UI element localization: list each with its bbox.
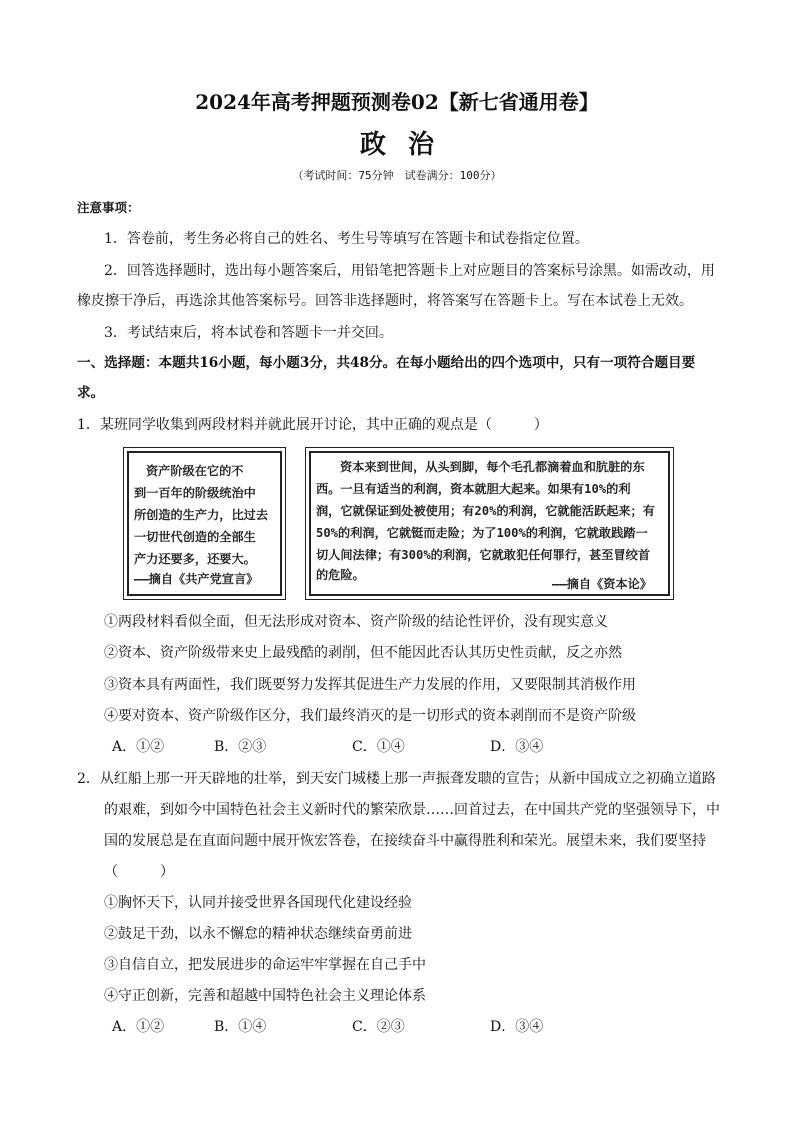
quote-box-capital [309,451,670,596]
quote-source: ——摘自《共产党宣言》 [134,572,259,586]
quote-line: 到一百年的阶级统治中 [134,486,256,500]
notice-item: 1．答卷前，考生务必将自己的姓名、考生号等填写在答题卡和试卷指定位置。 [104,231,589,247]
quote-line: 润，它就保证到处被使用；有20%的利润，它就能活跃起来；有 [316,504,655,518]
q2-option-a[interactable]: A．①② [112,1019,165,1035]
q2-statement: ②鼓足干劲，以永不懈怠的精神状态继续奋勇前进 [104,926,412,942]
q2-options [0,1017,794,1037]
notice-item: 2．回答选择题时，选出每小题答案后，用铅笔把答题卡上对应题目的答案标号涂黑。如需改动，用 [104,263,715,279]
q2-stem-cont: 的艰难，到如今中国特色社会主义新时代的繁荣欣景……回首过去，在中国共产党的坚强领导下，中 [104,802,720,818]
q2-answer-blank: （ ） [104,864,174,880]
q2-statement: ③自信自立，把发展进步的命运牢牢掌握在自己手中 [104,957,426,973]
quote-line: 产力还要多，还要大。 [134,552,256,566]
quote-line: 所创造的生产力，比过去 [134,508,269,522]
quote-line: 西。一旦有适当的利润，资本就胆大起来。如果有10%的利 [316,482,631,496]
q2-option-c[interactable]: C．②③ [352,1019,405,1035]
section-heading: 一、选择题：本题共16小题，每小题3分，共48分。在每小题给出的四个选项中，只有一项符合题目要 [77,355,696,371]
q2-statement: ①胸怀天下，认同并接受世界各国现代化建设经验 [104,895,412,911]
q2-statement: ④守正创新，完善和超越中国特色社会主义理论体系 [104,988,426,1004]
quote-source: ——摘自《资本论》 [552,577,652,591]
quote-line: 一切世代创造的全部生 [134,530,256,544]
quote-line: 50%的利润，它就铤而走险；为了100%的利润，它就敢践踏一 [316,526,648,540]
quote-box-communist-manifesto [127,451,282,596]
quote-line: 切人间法律；有300%的利润，它就敢犯任何罪行，甚至冒绞首 [316,548,651,562]
notice-item: 橡皮擦干净后，再选涂其他答案标号。回答非选择题时，将答案写在答题卡上。写在本试卷上无效。 [77,293,693,309]
subject-title: 政治 [359,130,456,160]
q1-option-c[interactable]: C．①④ [352,739,405,755]
notice-heading: 注意事项： [77,200,140,215]
q1-option-d[interactable]: D．③④ [490,739,544,755]
q1-statement: ④要对资本、资产阶级作区分，我们最终消灭的是一切形式的资本剥削而不是资产阶级 [104,708,636,724]
q1-statement: ③资本具有两面性，我们既要努力发挥其促进生产力发展的作用，又要限制其消极作用 [104,677,636,693]
q2-option-b[interactable]: B．①④ [214,1019,267,1035]
q1-option-a[interactable]: A．①② [112,739,165,755]
q1-statement: ②资本、资产阶级带来史上最残酷的剥削，但不能因此否认其历史性贡献，反之亦然 [104,645,622,661]
q1-stem: 1．某班同学收集到两段材料并就此展开讨论，其中正确的观点是（ ） [77,417,548,433]
paper-title: 2024年高考押题预测卷02【新七省通用卷】 [195,90,599,114]
notice-item: 3．考试结束后，将本试卷和答题卡一并交回。 [104,325,393,341]
q2-option-d[interactable]: D．③④ [490,1019,544,1035]
q2-stem-cont: 国的发展总是在直面问题中展开恢宏答卷，在接续奋斗中赢得胜利和荣光。展望未来，我们要坚持 [104,833,706,849]
quote-line: 资产阶级在它的不 [146,464,244,478]
q1-option-b[interactable]: B．②③ [214,739,267,755]
q1-statement: ①两段材料看似全面，但无法形成对资本、资产阶级的结论性评价，没有现实意义 [104,614,608,630]
quote-line: 的危险。 [316,568,365,582]
section-heading-cont: 求。 [77,385,105,401]
quote-line: 资本来到世间，从头到脚，每个毛孔都滴着血和肮脏的东 [340,460,645,474]
q1-options [0,737,794,757]
q2-stem: 2．从红船上那一开天辟地的壮举，到天安门城楼上那一声振聋发聩的宣告；从新中国成立之初确立道路 [77,771,716,787]
exam-info: （考试时间：75分钟 试卷满分：100分） [292,169,502,182]
